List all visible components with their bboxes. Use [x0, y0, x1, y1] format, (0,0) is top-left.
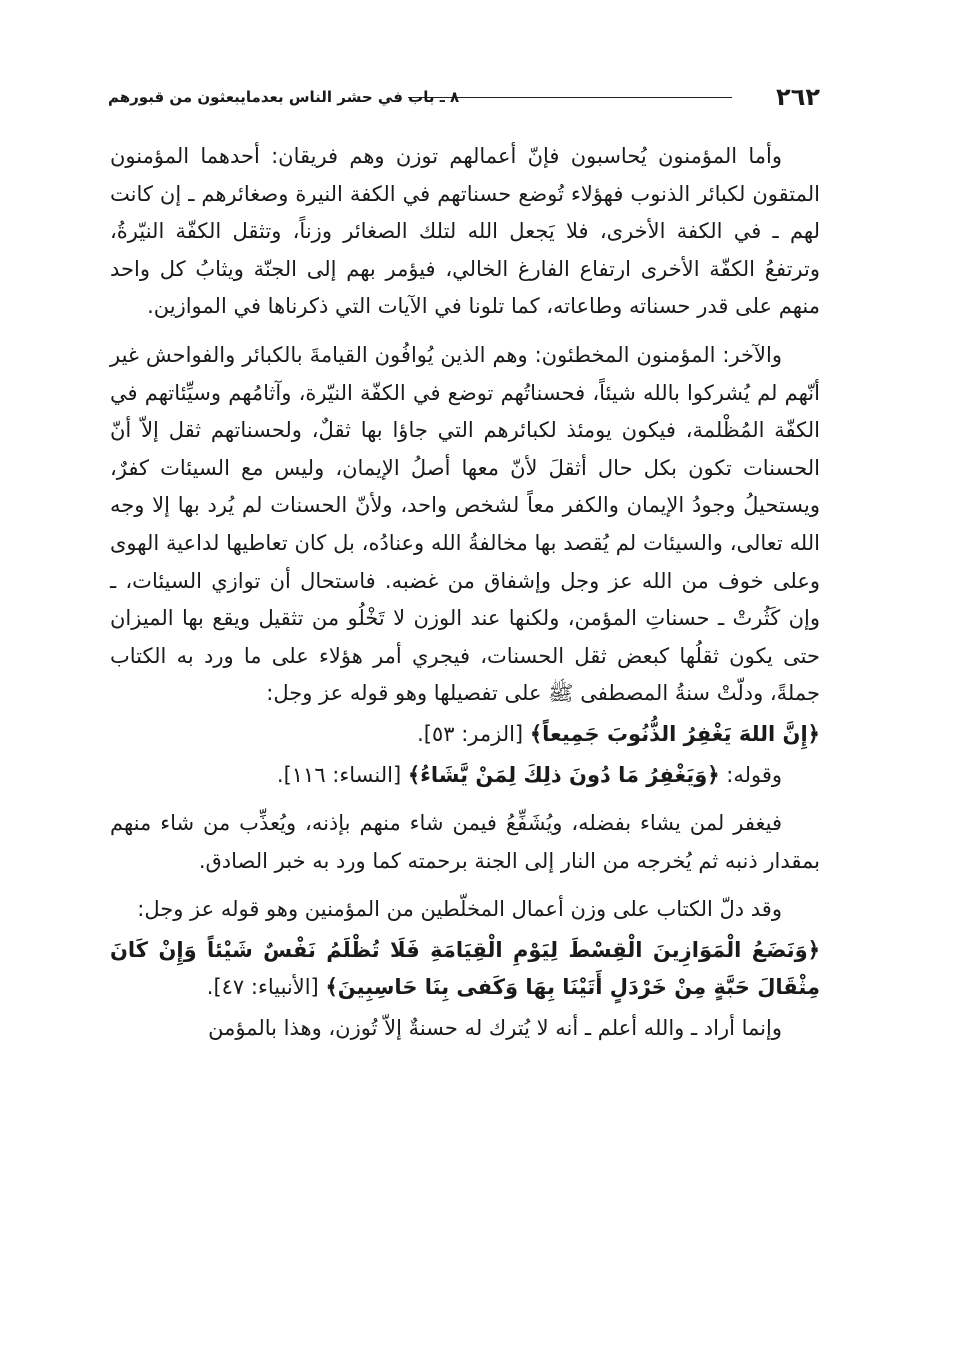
- paragraph-forgiveness: فيغفر لمن يشاء بفضله، ويُشَفِّعُ فيمن شاء منهم بإذنه، ويُعذِّب من شاء منهم بمقدار ذنبه ثم يُخرجه من النار إلى الجنة برحمته كما ورد به خبر الصادق.: [110, 811, 820, 873]
- verse-line-anbiya: [110, 932, 820, 1007]
- quran-verse-anbiya: ﴿وَنَضَعُ الْمَوَازِينَ الْقِسْطَ لِيَوْمِ الْقِيَامَةِ فَلَا تُظْلَمُ نَفْسٌ شَيْئاً وَإِنْ كَانَ مِثْقَالَ حَبَّةٍ مِنْ خَرْدَلٍ أَتَيْنَا بِهَا وَكَفى بِنَا حَاسِبِينَ﴾: [110, 937, 820, 1000]
- verse-lead-text: وقوله:: [719, 762, 782, 787]
- paragraph-book-indicates: وقد دلّ الكتاب على وزن أعمال المخلّطين من المؤمنين وهو قوله عز وجل:: [137, 897, 782, 922]
- quran-verse-zumar: ﴿إِنَّ اللهَ يَغْفِرُ الذُّنُوبَ جَمِيعاً﴾: [529, 721, 820, 746]
- paragraph-sinning-believers: والآخر: المؤمنون المخطئون: وهم الذين يُوافُون القيامةَ بالكبائر والفواحش غير أنّهم لم يُشركوا بالله شيئاً، فحسناتُهم توضع في الكفّة النيّرة، وآثامُهم وسيِّئاتهم في الكفّة المُظْلمة، فيكون يومئذ لكبائرهم التي جاؤا بها ثقلٌ، ولحسناتهم ثقل إلاّ أنّ الحسنات تكون بكل حال أثقلَ لأنّ معها أصلُ الإيمان، وليس مع السيئات كفرٌ، ويستحيلُ وجودُ الإيمان والكفر معاً لشخص واحد، ولأنّ الحسنات لم يُرد بها إلا وجه الله تعالى، والسيئات لم يُقصد بها مخالفةُ الله وعنادُه، بل كان تعاطيها لداعية الهوى وعلى خوف من الله عز وجل وإشفاق من غضبه. فاستحال أن توازي السيئات، ـ وإن كَثُرتْ ـ حسناتِ المؤمن، ولكنها عند الوزن لا تَخْلُو من تثقيل ويقع بها الميزان حتى يكون ثقلُها كبعض ثقل الحسنات، فيجري أمر هؤلاء على ما ورد به الكتاب جملةً، ودلّتْ سنةُ المصطفى ﷺ على تفصيلها وهو قوله عز وجل:: [110, 342, 820, 706]
- verse-reference-nisa: [النساء: ١١٦].: [276, 762, 408, 787]
- verse-line-nisa: [110, 757, 820, 795]
- page-header: [108, 80, 820, 114]
- running-title: ٨ ـ باب في حشر الناس بعدمايبعثون من قبورهم: [108, 88, 460, 106]
- page-number: ٢٦٢: [776, 83, 820, 111]
- verse-reference-zumar: [الزمر: ٥٣].: [417, 721, 530, 746]
- verse-line-zumar: [110, 716, 820, 754]
- paragraph-believers-weighed: وأما المؤمنون يُحاسبون فإنّ أعمالهم توزن وهم فريقان: أحدهما المؤمنون المتقون لكبائر الذنوب فهؤلاء تُوضع حسناتهم في الكفة النيرة وصغائرهم ـ إن كانت لهم ـ في الكفة الأخرى، فلا يَجعل الله لتلك الصغائر وزناً، وتثقل الكفّة النيّرةُ، وترتفعُ الكفّة الأخرى ارتفاع الفارغ الخالي، فيؤمر بهم إلى الجنّة ويثابُ كل واحد منهم على قدر حسناته وطاعاته، كما تلونا في الآيات التي ذكرناها في الموازين.: [110, 144, 820, 319]
- paragraph-final-line: وإنما أراد ـ والله أعلم ـ أنه لا يُترك له حسنةٌ إلاّ تُوزن، وهذا بالمؤمن: [208, 1016, 782, 1041]
- verse-reference-anbiya: [الأنبياء: ٤٧].: [206, 975, 326, 1000]
- quran-verse-nisa: ﴿وَيَغْفِرُ مَا دُونَ ذلِكَ لِمَنْ يَّشَاءُ﴾: [407, 762, 720, 787]
- page-body: [110, 138, 820, 1059]
